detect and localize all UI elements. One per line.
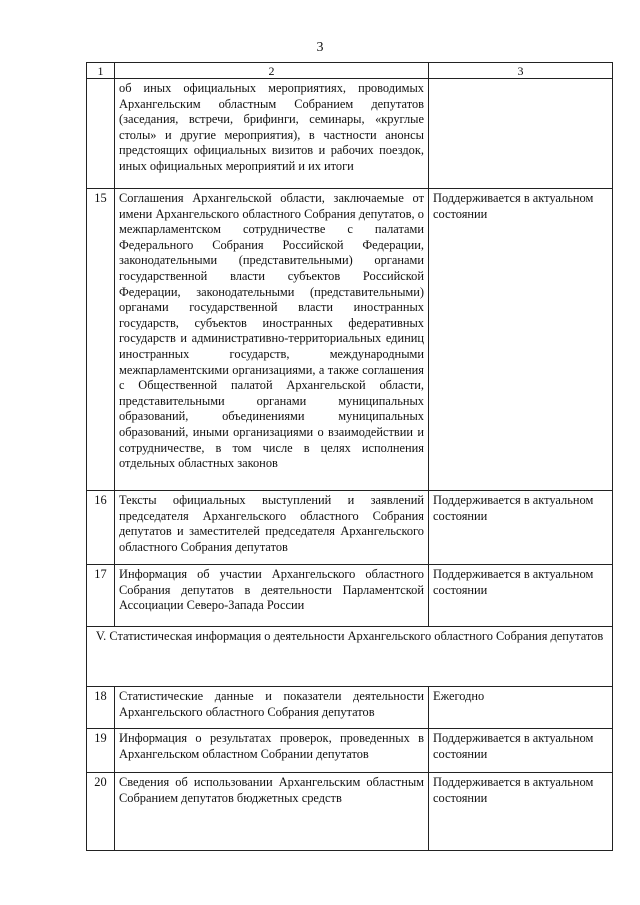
page-number: 3: [316, 40, 324, 55]
row-description: об иных официальных мероприятиях, проводимых Архангельским областным Собранием депутатов (заседания, встречи, брифинги, семинары, «круглые столы» и другие мероприятия), в частности анонсы предстоящих официальных визитов и рабочих поездок, иных официальных мероприятий и их итоги: [115, 79, 429, 189]
row-number: 18: [87, 687, 115, 729]
row-frequency: Поддерживается в актуальном состоянии: [429, 491, 613, 565]
header-col-1: 1: [87, 63, 115, 79]
row-number: 16: [87, 491, 115, 565]
table-row: [87, 189, 613, 491]
row-frequency: Поддерживается в актуальном состоянии: [429, 565, 613, 627]
row-frequency: Поддерживается в актуальном состоянии: [429, 189, 613, 491]
row-frequency: [429, 79, 613, 189]
row-frequency: Ежегодно: [429, 687, 613, 729]
section-title: V. Статистическая информация о деятельности Архангельского областного Собрания депутатов: [87, 627, 613, 687]
row-number: 19: [87, 729, 115, 773]
row-description: Тексты официальных выступлений и заявлений председателя Архангельского областного Собрания депутатов и заместителей председателя Архангельского областного Собрания депутатов: [115, 491, 429, 565]
table-row: [87, 729, 613, 773]
header-col-3: 3: [429, 63, 613, 79]
table-header-row: [87, 63, 613, 79]
row-number: 17: [87, 565, 115, 627]
row-number: 15: [87, 189, 115, 491]
table-row: [87, 687, 613, 729]
info-table: [86, 62, 613, 851]
table-row: [87, 565, 613, 627]
row-description: Информация о результатах проверок, проведенных в Архангельском областном Собрании депутатов: [115, 729, 429, 773]
row-description: Соглашения Архангельской области, заключаемые от имени Архангельского областного Собрания депутатов, о межпарламентском сотрудничестве с палатами Федерального Собрания Российской Федерации, законодательными (представительными) органами государственной власти субъектов Российской Федерации, законодательными (представительными) органами государственной власти иностранных государств, субъектов иностранных федеративных государств и административно-территориальных единиц иностранных государств, международными межпарламентскими организациями, а также соглашения с Общественной палатой Архангельской области, представительными органами муниципальных образований, объединениями муниципальных образований, иными организациями о взаимодействии и сотрудничестве, в том числе в целях исполнения отдельных областных законов: [115, 189, 429, 491]
row-description: Статистические данные и показатели деятельности Архангельского областного Собрания депутатов: [115, 687, 429, 729]
row-frequency: Поддерживается в актуальном состоянии: [429, 729, 613, 773]
row-description: Сведения об использовании Архангельским областным Собранием депутатов бюджетных средств: [115, 773, 429, 851]
header-col-2: 2: [115, 63, 429, 79]
table-row: [87, 79, 613, 189]
section-row: [87, 627, 613, 687]
row-description: Информация об участии Архангельского областного Собрания депутатов в деятельности Парламентской Ассоциации Северо-Запада России: [115, 565, 429, 627]
row-frequency: Поддерживается в актуальном состоянии: [429, 773, 613, 851]
table-row: [87, 773, 613, 851]
table-row: [87, 491, 613, 565]
row-number: 20: [87, 773, 115, 851]
row-number: [87, 79, 115, 189]
